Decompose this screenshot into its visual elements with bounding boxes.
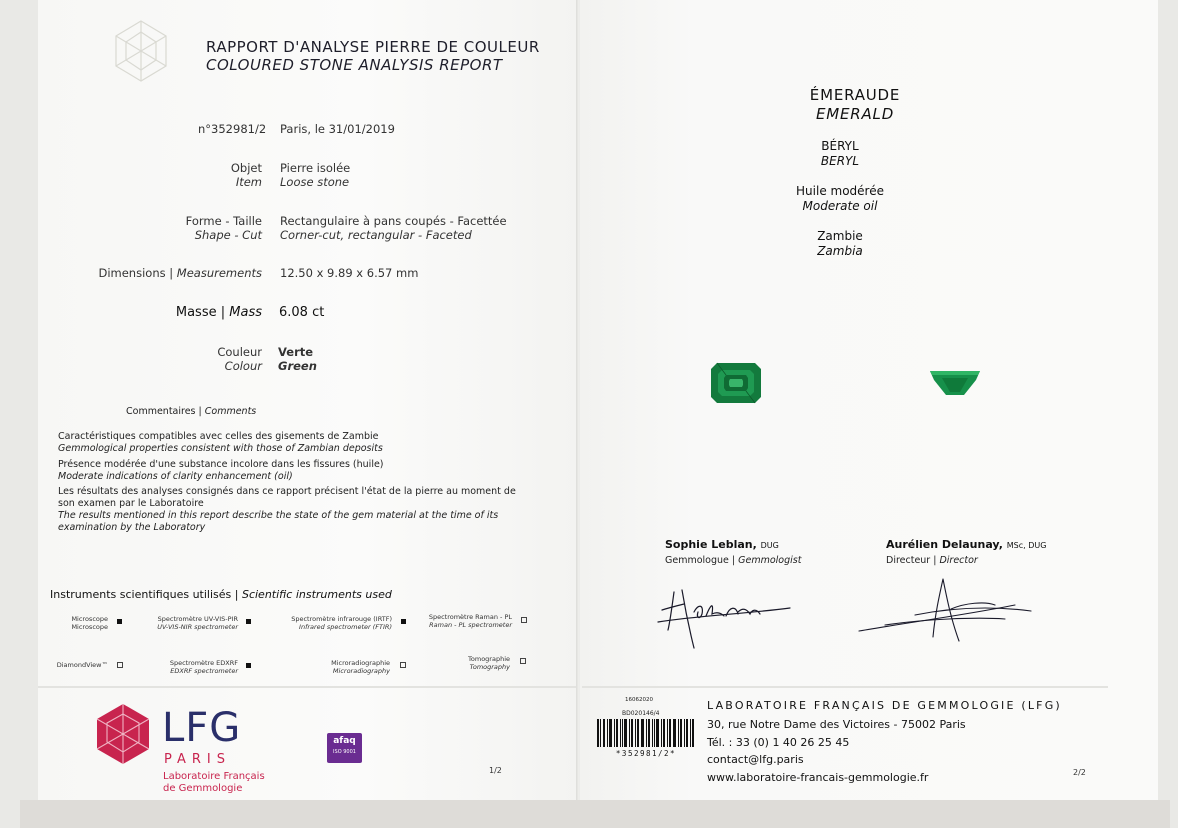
footer-divider-left bbox=[38, 686, 576, 688]
report-title-fr: RAPPORT D'ANALYSE PIERRE DE COULEUR bbox=[206, 38, 540, 56]
lab-name: LABORATOIRE FRANÇAIS DE GEMMOLOGIE (LFG) bbox=[707, 699, 1062, 712]
lab-website[interactable]: www.laboratoire-francais-gemmologie.fr bbox=[707, 771, 929, 784]
comment-origin-en: Gemmological properties consistent with those of Zambian deposits bbox=[58, 443, 383, 454]
instrument-microscope-checkbox bbox=[117, 619, 122, 624]
afaq-badge: afaq ISO 9001 bbox=[327, 733, 362, 763]
origin-fr: Zambie bbox=[817, 229, 863, 243]
comments-heading: Commentaires | Comments bbox=[126, 406, 257, 417]
lfg-logo-city: PARIS bbox=[164, 752, 232, 767]
shape-value-en: Corner-cut, rectangular - Faceted bbox=[280, 228, 472, 242]
item-label-fr: Objet bbox=[230, 161, 262, 175]
group-en: BERYL bbox=[820, 154, 860, 168]
lfg-logo-name-2: de Gemmologie bbox=[163, 783, 243, 794]
colour-label-en: Colour bbox=[224, 359, 262, 373]
instrument-ftir-checkbox bbox=[401, 619, 406, 624]
dimensions-label: Dimensions | Measurements bbox=[98, 266, 262, 280]
instrument-raman-checkbox bbox=[521, 617, 527, 623]
barcode-text: *352981/2* bbox=[615, 749, 677, 758]
paper-edge bbox=[20, 800, 1170, 828]
lab-phone: Tél. : 33 (0) 1 40 26 25 45 bbox=[707, 736, 850, 749]
instrument-microradio-en: Microradiography bbox=[332, 667, 390, 675]
treatment-fr: Huile modérée bbox=[796, 184, 884, 198]
comment-origin-fr: Caractéristiques compatibles avec celles des gisements de Zambie bbox=[58, 431, 379, 442]
comment-disclaimer-en-a: The results mentioned in this report describe the state of the gem material at the time of its bbox=[58, 510, 499, 521]
report-page-1 bbox=[38, 0, 578, 800]
item-value-fr: Pierre isolée bbox=[280, 161, 351, 175]
signatory-2-role: Directeur | Director bbox=[886, 555, 978, 566]
dimensions-value: 12.50 x 9.89 x 6.57 mm bbox=[280, 266, 419, 280]
report-number: n°352981/2 bbox=[198, 122, 267, 136]
instrument-tomo-checkbox bbox=[520, 658, 526, 664]
instrument-microradio-checkbox bbox=[400, 662, 406, 668]
instrument-raman-fr: Spectromètre Raman - PL bbox=[428, 613, 512, 621]
comment-oil-fr: Présence modérée d'une substance incolore dans les fissures (huile) bbox=[58, 459, 384, 470]
emerald-side-view-image bbox=[928, 368, 982, 398]
lfg-logo-name-1: Laboratoire Français bbox=[163, 771, 265, 782]
treatment-en: Moderate oil bbox=[802, 199, 878, 213]
species-fr: ÉMERAUDE bbox=[809, 86, 901, 104]
lfg-logo-icon bbox=[94, 702, 152, 766]
report-place-date: Paris, le 31/01/2019 bbox=[280, 122, 395, 136]
shape-label-fr: Forme - Taille bbox=[185, 214, 262, 228]
signatory-2-name: Aurélien Delaunay, MSc, DUG bbox=[886, 538, 1047, 551]
barcode-ref: BD020146/4 bbox=[622, 710, 660, 717]
page-number-2: 2/2 bbox=[1073, 768, 1086, 777]
instrument-microscope-fr: Microscope bbox=[71, 615, 108, 623]
instrument-diamondview-checkbox bbox=[117, 662, 123, 668]
footer-divider-right bbox=[582, 686, 1108, 688]
colour-value-fr: Verte bbox=[278, 345, 314, 359]
group-fr: BÉRYL bbox=[821, 139, 859, 153]
instrument-tomo-fr: Tomographie bbox=[468, 655, 510, 663]
shape-label-en: Shape - Cut bbox=[194, 228, 262, 242]
instrument-edxrf-checkbox bbox=[246, 663, 251, 668]
lab-address: 30, rue Notre Dame des Victoires - 75002 Paris bbox=[707, 718, 966, 731]
instrument-microradio-fr: Microradiographie bbox=[331, 659, 390, 667]
instrument-edxrf-en: EDXRF spectrometer bbox=[170, 667, 238, 675]
instrument-raman-en: Raman - PL spectrometer bbox=[429, 621, 512, 629]
emerald-top-view-image bbox=[710, 362, 762, 404]
report-title-en: COLOURED STONE ANALYSIS REPORT bbox=[206, 56, 503, 74]
colour-label-fr: Couleur bbox=[217, 345, 262, 359]
comment-disclaimer-en-b: examination by the Laboratory bbox=[58, 522, 206, 533]
instrument-ftir-fr: Spectromètre infrarouge (IRTF) bbox=[291, 615, 392, 623]
signature-1-image bbox=[654, 582, 794, 652]
mass-value: 6.08 ct bbox=[279, 305, 325, 320]
instrument-uvvis-en: UV-VIS-NIR spectrometer bbox=[157, 623, 238, 631]
species-en: EMERALD bbox=[815, 105, 895, 123]
instrument-microscope-en: Microscope bbox=[71, 623, 108, 631]
origin-en: Zambia bbox=[817, 244, 863, 258]
comment-oil-en: Moderate indications of clarity enhancement (oil) bbox=[58, 471, 293, 482]
barcode-image bbox=[597, 719, 695, 747]
item-label-en: Item bbox=[235, 175, 262, 189]
shape-value-fr: Rectangulaire à pans coupés - Facettée bbox=[280, 214, 507, 228]
colour-value-en: Green bbox=[278, 359, 317, 373]
diamond-watermark-icon bbox=[108, 18, 174, 84]
comment-disclaimer-fr-b: son examen par le Laboratoire bbox=[58, 498, 204, 509]
instrument-tomo-en: Tomography bbox=[469, 663, 510, 671]
signature-2-image bbox=[855, 575, 1035, 647]
page-number-1: 1/2 bbox=[489, 766, 502, 775]
instrument-uvvis-checkbox bbox=[246, 619, 251, 624]
comment-disclaimer-fr-a: Les résultats des analyses consignés dans ce rapport précisent l'état de la pierre au moment de bbox=[58, 486, 516, 497]
instrument-uvvis-fr: Spectromètre UV-VIS-PIR bbox=[157, 615, 238, 623]
instruments-heading: Instruments scientifiques utilisés | Scientific instruments used bbox=[50, 588, 392, 601]
signatory-1-name: Sophie Leblan, DUG bbox=[665, 538, 779, 551]
instrument-ftir-en: Infrared spectrometer (FTIR) bbox=[299, 623, 392, 631]
item-value-en: Loose stone bbox=[280, 175, 350, 189]
lab-email[interactable]: contact@lfg.paris bbox=[707, 753, 804, 766]
signatory-1-role: Gemmologue | Gemmologist bbox=[665, 555, 802, 566]
lfg-logo-letters: LFG bbox=[162, 705, 242, 751]
instrument-edxrf-fr: Spectromètre EDXRF bbox=[169, 659, 238, 667]
instrument-diamondview-fr: DiamondView™ bbox=[56, 661, 108, 669]
mass-label: Masse | Mass bbox=[175, 305, 262, 320]
barcode-date: 16062020 bbox=[625, 697, 653, 703]
